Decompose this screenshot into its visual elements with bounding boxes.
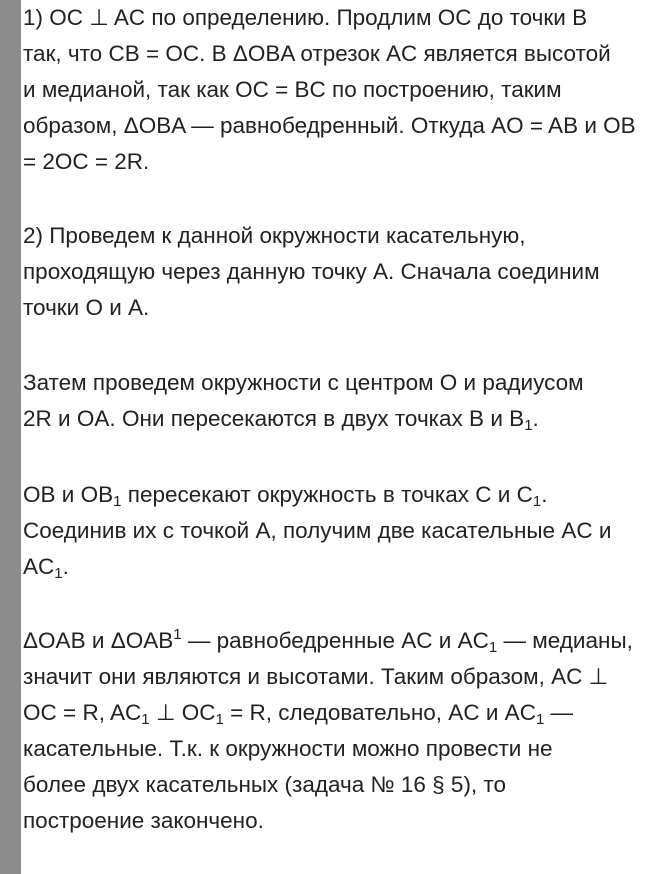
text-line: 2R и OA. Они пересекаются в двух точках B и $B_1$. <box>23 406 539 434</box>
paragraph-4 <box>23 477 611 585</box>
text-line: проходящую через данную точку A. Сначала соединим <box>23 259 600 284</box>
left-edge-strip <box>0 0 21 874</box>
text-line: значит они являются и высотами. Таким образом, AC ⊥ <box>23 664 609 689</box>
paragraph-1 <box>23 0 636 180</box>
solution-text <box>23 0 659 874</box>
text-line: образом, ΔOBA — равнобедренный. Откуда AO = AB и OB <box>23 113 636 138</box>
paragraph-2 <box>23 218 600 326</box>
text-line: 2) Проведем к данной окружности касательную, <box>23 223 526 248</box>
text-line: так, что CB = OC. В ΔOBA отрезок AC является высотой <box>23 41 611 66</box>
text-line: OC = R, $AC_1$ ⊥ $OC_1 = R$, следовательно, AC и $AC_1$ — <box>23 700 574 728</box>
text-line: $AC_1$. <box>23 554 69 582</box>
text-line: = 2OC = 2R. <box>23 149 150 174</box>
text-line: построение закончено. <box>23 808 264 833</box>
text-line: касательные. Т.к. к окружности можно провести не <box>23 736 553 761</box>
text-line: точки O и A. <box>23 295 150 320</box>
paragraph-5 <box>23 623 633 839</box>
text-line: OB и $OB_1$ пересекают окружность в точках C и $C_1$. <box>23 482 548 510</box>
text-line: и медианой, так как OC = BC по построению, таким <box>23 77 562 102</box>
paragraph-3 <box>23 365 584 437</box>
text-line: Соединив их с точкой A, получим две касательные AC и <box>23 518 612 543</box>
text-line: ΔOAB и ΔOAB$^1$ — равнобедренные AC и $AC_1$ — медианы, <box>23 626 633 656</box>
text-line: более двух касательных (задача № 16 § 5), то <box>23 772 507 797</box>
text-line: 1) OC ⊥ AC по определению. Продлим OC до точки B <box>23 5 588 30</box>
text-line: Затем проведем окружности с центром O и радиусом <box>23 370 584 395</box>
